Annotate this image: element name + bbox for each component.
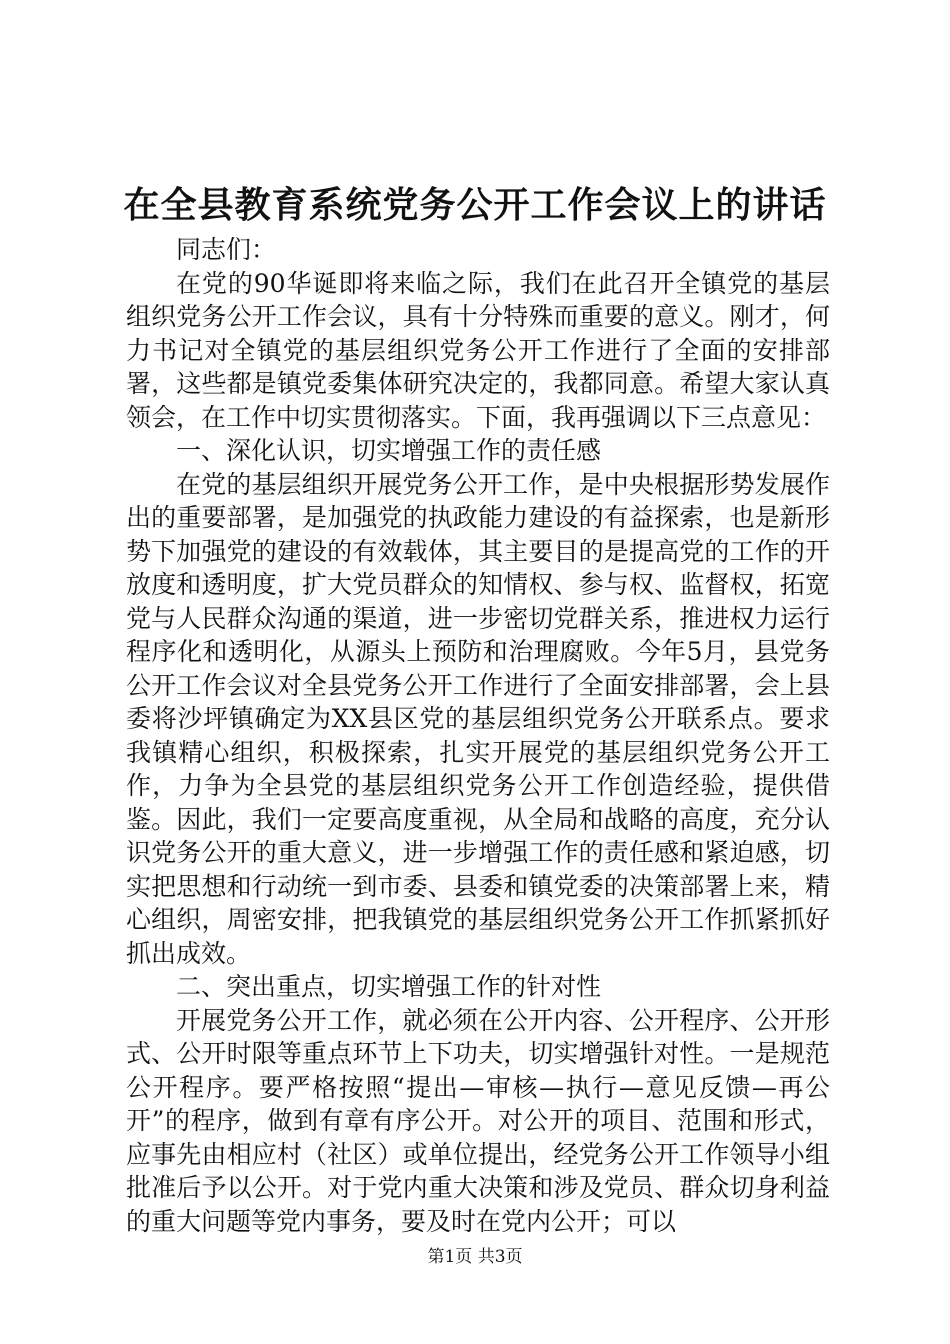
paragraph-section-2: 开展党务公开工作，就必须在公开内容、公开程序、公开形式、公开时限等重点环节上下功夫，切实增强针对性。一是规范公开程序。要严格按照“提出—审核—执行—意见反馈—再公开”的程序，做到有章有序公开。对公开的项目、范围和形式，应事先由相应村（社区）或单位提出，经党务公开工作领导小组批准后予以公开。对于党内重大决策和涉及党员、群众切身利益的重大问题等党内事务，要及时在党内公开；可以 [126,1005,830,1236]
section-heading-2: 二、突出重点，切实增强工作的针对性 [176,972,602,1001]
salutation: 同志们： [176,235,277,264]
section-heading-1: 一、深化认识，切实增强工作的责任感 [176,436,602,465]
document-title: 在全县教育系统党务公开工作会议上的讲话 [123,185,827,226]
document-body [126,233,830,1238]
page-footer: 第1页 共3页 [427,1247,523,1267]
paragraph-section-1: 在党的基层组织开展党务公开工作，是中央根据形势发展作出的重要部署，是加强党的执政能力建设的有益探索，也是新形势下加强党的建设的有效载体，其主要目的是提高党的工作的开放度和透明度，扩大党员群众的知情权、参与权、监督权，拓宽党与人民群众沟通的渠道，进一步密切党群关系，推进权力运行程序化和透明化，从源头上预防和治理腐败。今年5月，县党务公开工作会议对全县党务公开工作进行了全面安排部署，会上县委将沙坪镇确定为XX县区党的基层组织党务公开联系点。要求我镇精心组织，积极探索，扎实开展党的基层组织党务公开工作，力争为全县党的基层组织党务公开工作创造经验，提供借鉴。因此，我们一定要高度重视，从全局和战略的高度，充分认识党务公开的重大意义，进一步增强工作的责任感和紧迫感，切实把思想和行动统一到市委、县委和镇党委的决策部署上来，精心组织，周密安排，把我镇党的基层组织党务公开工作抓紧抓好抓出成效。 [126,469,830,968]
paragraph-intro: 在党的90华诞即将来临之际，我们在此召开全镇党的基层组织党务公开工作会议，具有十分特殊而重要的意义。刚才，何力书记对全镇党的基层组织党务公开工作进行了全面的安排部署，这些都是镇党委集体研究决定的，我都同意。希望大家认真领会，在工作中切实贯彻落实。下面，我再强调以下三点意见： [126,268,830,432]
